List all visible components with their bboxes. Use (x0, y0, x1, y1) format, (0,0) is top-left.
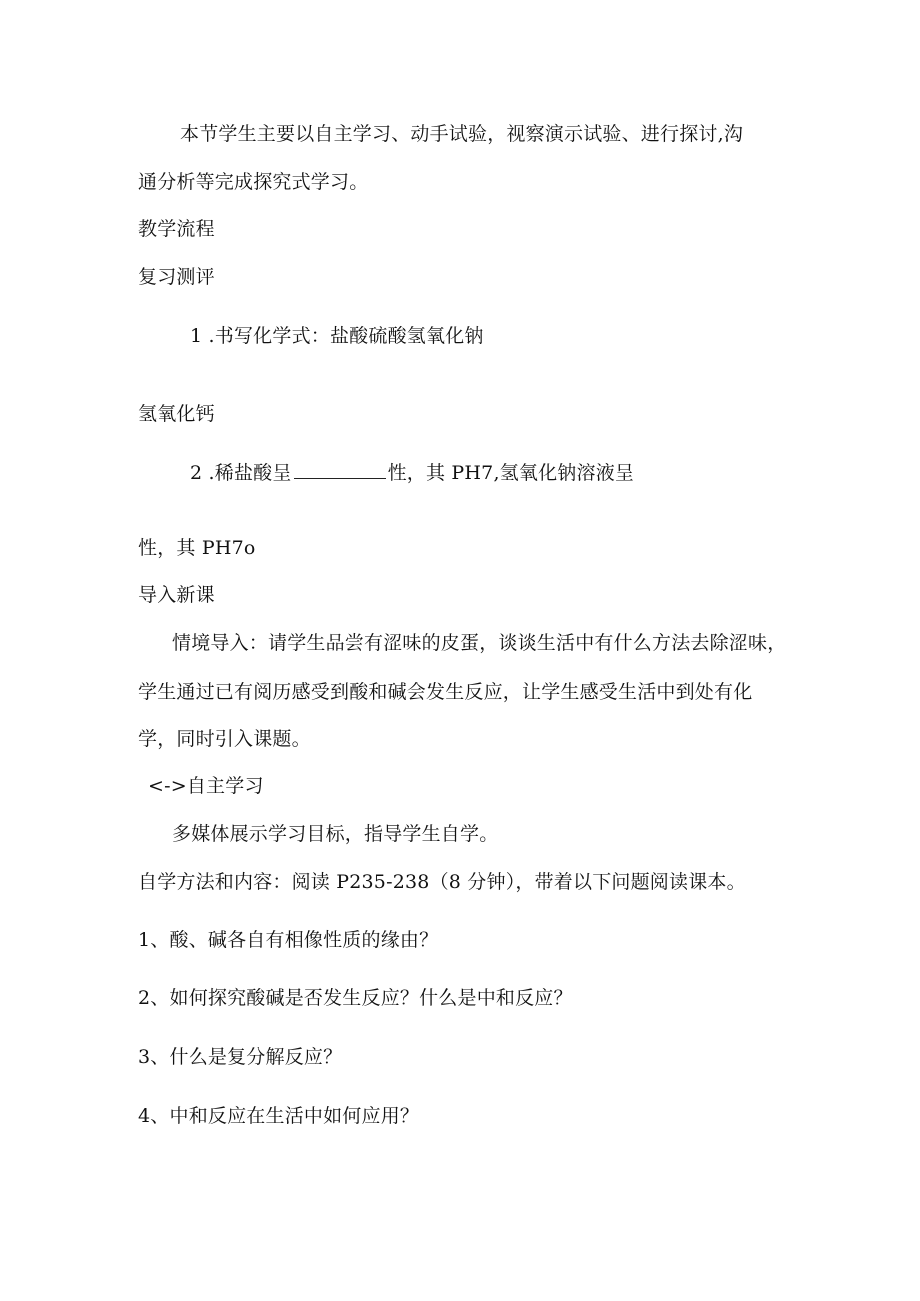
situation-line-1: 情境导入：请学生品尝有涩味的皮蛋，谈谈生活中有什么方法去除涩味， (172, 632, 787, 654)
intro-line-1: 本节学生主要以自主学习、动手试验，视察演示试验、进行探讨,沟 (180, 123, 744, 145)
heading-teaching-flow: 教学流程 (138, 218, 215, 240)
question-2-part-1: 2 .稀盐酸呈 (190, 462, 292, 484)
situation-line-2: 学生通过已有阅历感受到酸和碱会发生反应，让学生感受生活中到处有化 (138, 681, 753, 703)
media-line: 多媒体展示学习目标，指导学生自学。 (172, 823, 499, 845)
list-item: 4、中和反应在生活中如何应用？ (138, 1105, 420, 1127)
list-item: 3、什么是复分解反应？ (138, 1046, 343, 1068)
question-2 (190, 460, 634, 485)
intro-line-2: 通分析等完成探究式学习。 (138, 171, 369, 193)
list-item: 2、如何探究酸碱是否发生反应？什么是中和反应？ (138, 987, 573, 1009)
list-item: 1、酸、碱各自有相像性质的缘由？ (138, 929, 439, 951)
question-2-continuation: 性，其 PH7o (138, 537, 256, 559)
heading-review-test: 复习测评 (138, 266, 215, 288)
question-1-continuation: 氢氧化钙 (138, 403, 215, 425)
question-2-part-2: 性，其 PH7,氢氧化钠溶液呈 (387, 462, 635, 484)
self-study-method: 自学方法和内容：阅读 P235-238（8 分钟），带着以下问题阅读课本。 (138, 871, 746, 893)
question-1: 1 .书写化学式：盐酸硫酸氢氧化钠 (190, 325, 484, 347)
situation-line-3: 学，同时引入课题。 (138, 728, 311, 750)
section-self-study: <->自主学习 (148, 775, 264, 797)
fill-in-blank (294, 460, 386, 479)
heading-new-lesson: 导入新课 (138, 584, 215, 606)
